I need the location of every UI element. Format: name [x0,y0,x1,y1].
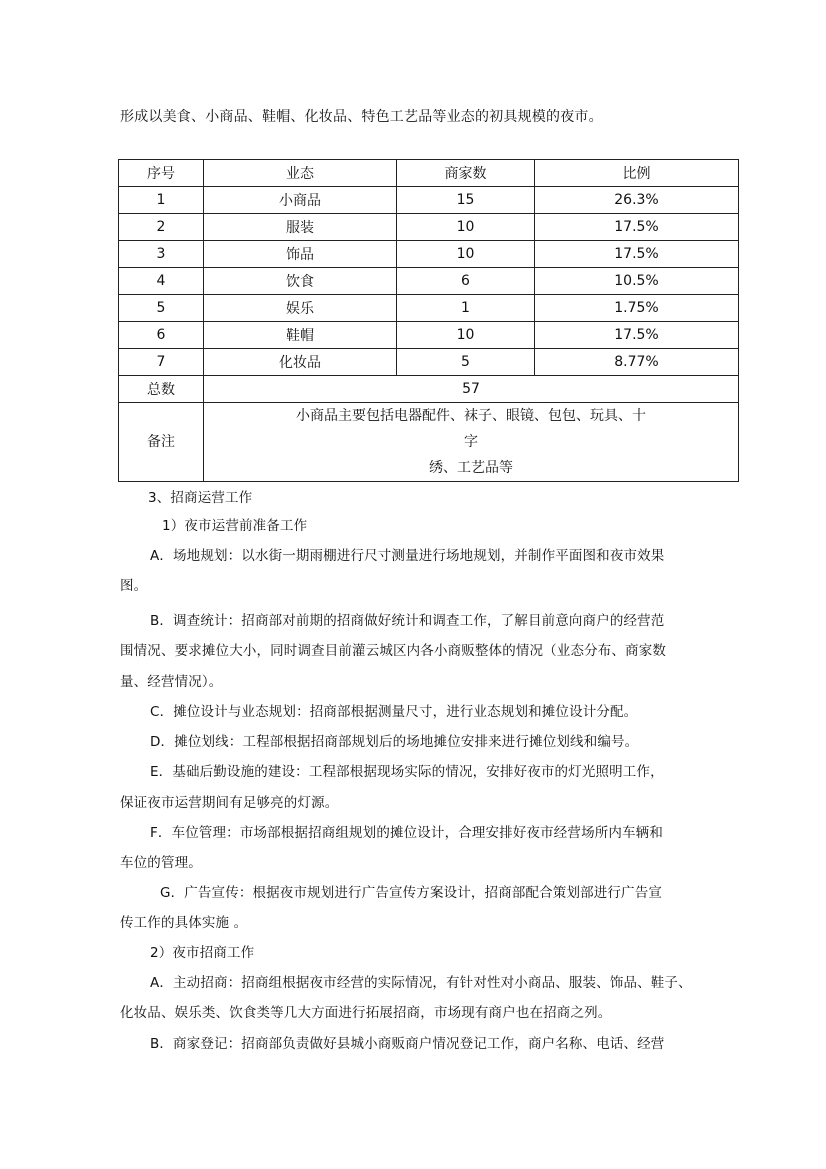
cell-index: 4 [119,268,204,295]
cell-count: 15 [397,187,535,214]
header-type: 业态 [204,160,397,187]
cell-index: 5 [119,295,204,322]
cell-ratio: 26.3% [535,187,739,214]
para-d-line1: D．摊位划线：工程部根据招商部规划后的场地摊位安排来进行摊位划线和编号。 [150,734,639,750]
para-i-line1: B．商家登记：招商部负责做好县城小商贩商户情况登记工作，商户名称、电话、经营 [150,1036,665,1052]
total-label: 总数 [119,376,204,403]
note-line-2: 绣、工艺品等 [429,460,513,476]
para-a-line1: A．场地规划：以水街一期雨棚进行尺寸测量进行场地规划，并制作平面图和夜市效果 [150,548,665,564]
note-text [291,403,651,481]
cell-index: 7 [119,349,204,376]
cell-index: 6 [119,322,204,349]
cell-index: 3 [119,241,204,268]
cell-ratio: 17.5% [535,241,739,268]
subheading-recruit: 2）夜市招商工作 [150,945,255,961]
table-row [119,214,739,241]
cell-ratio: 17.5% [535,322,739,349]
header-ratio: 比例 [535,160,739,187]
cell-count: 10 [397,214,535,241]
total-value: 57 [204,376,739,403]
cell-count: 10 [397,241,535,268]
cell-ratio: 1.75% [535,295,739,322]
cell-count: 1 [397,295,535,322]
para-a-line2: 图。 [120,578,148,594]
cell-ratio: 17.5% [535,214,739,241]
cell-count: 6 [397,268,535,295]
table-row [119,349,739,376]
para-f-line1: F．车位管理：市场部根据招商组规划的摊位设计，合理安排好夜市经营场所内车辆和 [150,825,663,841]
cell-type: 娱乐 [204,295,397,322]
note-line-1: 小商品主要包括电器配件、袜子、眼镜、包包、玩具、十字 [296,408,646,450]
cell-type: 服装 [204,214,397,241]
cell-ratio: 8.77% [535,349,739,376]
para-h-line2: 化妆品、娱乐类、饮食类等几大方面进行拓展招商，市场现有商户也在招商之列。 [120,1005,612,1021]
intro-paragraph: 形成以美食、小商品、鞋帽、化妆品、特色工艺品等业态的初具规模的夜市。 [120,109,603,125]
cell-type: 鞋帽 [204,322,397,349]
cell-index: 1 [119,187,204,214]
cell-index: 2 [119,214,204,241]
table-note-row [119,403,739,482]
cell-type: 饰品 [204,241,397,268]
table-row [119,295,739,322]
para-b-line3: 量、经营情况）。 [120,674,223,690]
cell-count: 10 [397,322,535,349]
table-row [119,187,739,214]
table-header-row [119,160,739,187]
header-count: 商家数 [397,160,535,187]
table-row [119,268,739,295]
header-index: 序号 [119,160,204,187]
para-b-line1: B．调查统计：招商部对前期的招商做好统计和调查工作，了解目前意向商户的经营范 [150,613,665,629]
cell-ratio: 10.5% [535,268,739,295]
para-h-line1: A．主动招商：招商组根据夜市经营的实际情况，有针对性对小商品、服装、饰品、鞋子、 [150,975,692,991]
para-c-line1: C．摊位设计与业态规划：招商部根据测量尺寸，进行业态规划和摊位设计分配。 [150,704,638,720]
note-content [204,403,739,482]
table-row [119,241,739,268]
para-f-line2: 车位的管理。 [120,855,202,871]
cell-type: 饮食 [204,268,397,295]
cell-type: 小商品 [204,187,397,214]
business-type-table [118,159,739,482]
para-g-line2: 传工作的具体实施 。 [120,915,248,931]
para-e-line2: 保证夜市运营期间有足够亮的灯源。 [120,795,339,811]
para-b-line2: 围情况、要求摊位大小，同时调查目前灌云城区内各小商贩整体的情况（业态分布、商家数 [120,643,666,659]
note-label: 备注 [119,403,204,482]
section-heading: 3、招商运营工作 [148,490,253,506]
cell-count: 5 [397,349,535,376]
para-g-line1: G．广告宣传：根据夜市规划进行广告宣传方案设计，招商部配合策划部进行广告宣 [160,885,663,901]
para-e-line1: E．基础后勤设施的建设：工程部根据现场实际的情况，安排好夜市的灯光照明工作， [150,764,664,780]
table-row [119,322,739,349]
table-total-row [119,376,739,403]
cell-type: 化妆品 [204,349,397,376]
subheading-prep: 1）夜市运营前准备工作 [162,518,308,534]
